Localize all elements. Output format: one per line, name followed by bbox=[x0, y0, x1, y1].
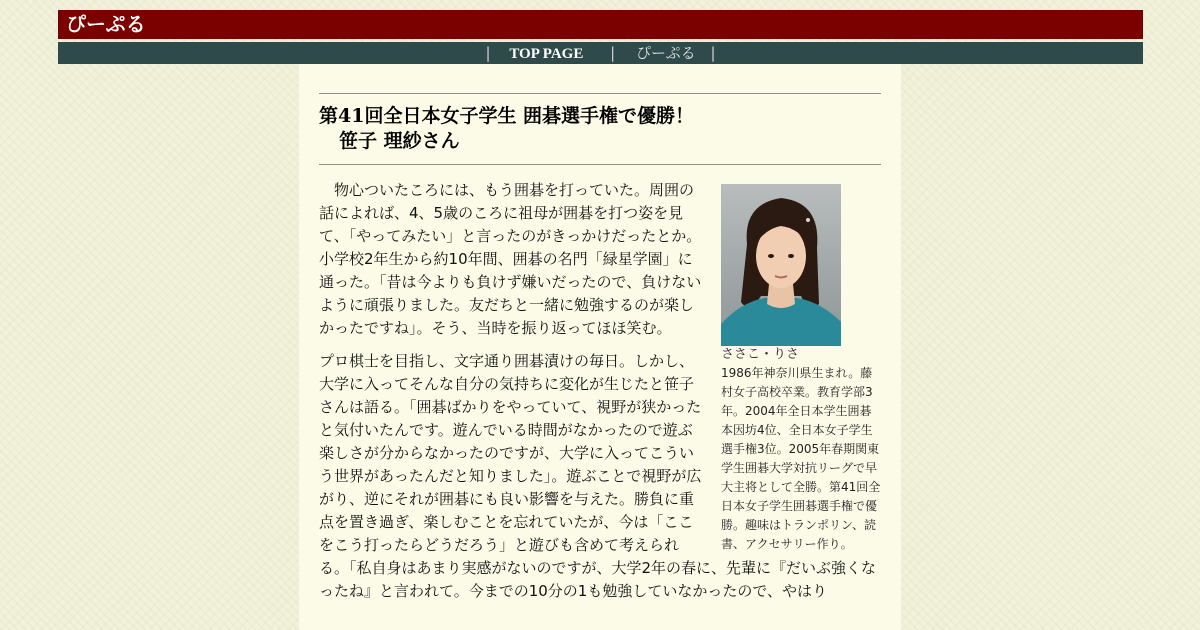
nav-link-top-page[interactable]: TOP PAGE bbox=[509, 46, 584, 62]
article-panel bbox=[299, 64, 901, 630]
nav-separator: | bbox=[610, 44, 616, 62]
profile-name: ささこ・りさ bbox=[721, 347, 800, 362]
article-paragraph-1: 物心ついたころには、もう囲碁を打っていた。周囲の話によれば、4、5歳のころに祖母が囲碁を打つ姿を見て、「やってみたい」と言ったのがきっかけだったとか。小学校2年生から約10年間、囲碁の名門「緑星学園」に通った。「昔は今よりも負けず嫌いだったので、負けないように頑張りました。友だちと一緒に勉強するのが楽しかったですね」。そう、当時を振り返ってほほ笑む。 bbox=[319, 181, 702, 337]
article-paragraph-2: プロ棋士を目指し、文字通り囲碁漬けの毎日。しかし、大学に入ってそんな自分の気持ちに変化が生じたと笹子さんは語る。「囲碁ばかりをやっていて、視野が狭かったと気付いたんです。遊んでいる時間がなかったので遊ぶ楽しさが分からなかったのですが、大学に入ってこういう世界があったんだと知りました」。遊ぶことで視野が広がり、逆にそれが囲碁にも良い影響を与えた。勝負に重点を置き過ぎ、楽しむことを忘れていたが、今は「ここをこう打ったらどうだろう」と遊びも含めて考えられる。「私自身はあまり実感がないのですが、大学2年の春に、先輩に『だいぶ強くなったね』と言われて。今までの10分の1も勉強していなかったので、やはり bbox=[319, 352, 877, 600]
profile-box bbox=[721, 184, 883, 554]
title-bottom-rule bbox=[319, 164, 881, 165]
article-title-line1: 第41回全日本女子学生 囲碁選手権で優勝！ bbox=[319, 105, 695, 127]
nav-separator: | bbox=[485, 44, 491, 62]
site-title-bar bbox=[58, 10, 1143, 39]
nav-link-pupuru[interactable]: ぴーぷる bbox=[635, 44, 696, 62]
portrait-photo bbox=[721, 184, 841, 346]
article-title bbox=[319, 104, 881, 154]
nav-bar bbox=[58, 42, 1143, 64]
nav-separator: | bbox=[710, 44, 716, 62]
site-title: ぴーぷる bbox=[66, 12, 146, 36]
article-title-line2: 笹子 理紗さん bbox=[339, 130, 460, 152]
title-top-rule bbox=[319, 93, 881, 94]
profile-bio: 1986年神奈川県生まれ。藤村女子高校卒業。教育学部3年。2004年全日本学生囲碁本因坊4位、全日本女子学生選手権3位。2005年春期関東学生囲碁大学対抗リーグで早大主将として全勝。第41回全日本女子学生囲碁選手権で優勝。趣味はトランポリン、読書、アクセサリー作り。 bbox=[721, 366, 881, 551]
